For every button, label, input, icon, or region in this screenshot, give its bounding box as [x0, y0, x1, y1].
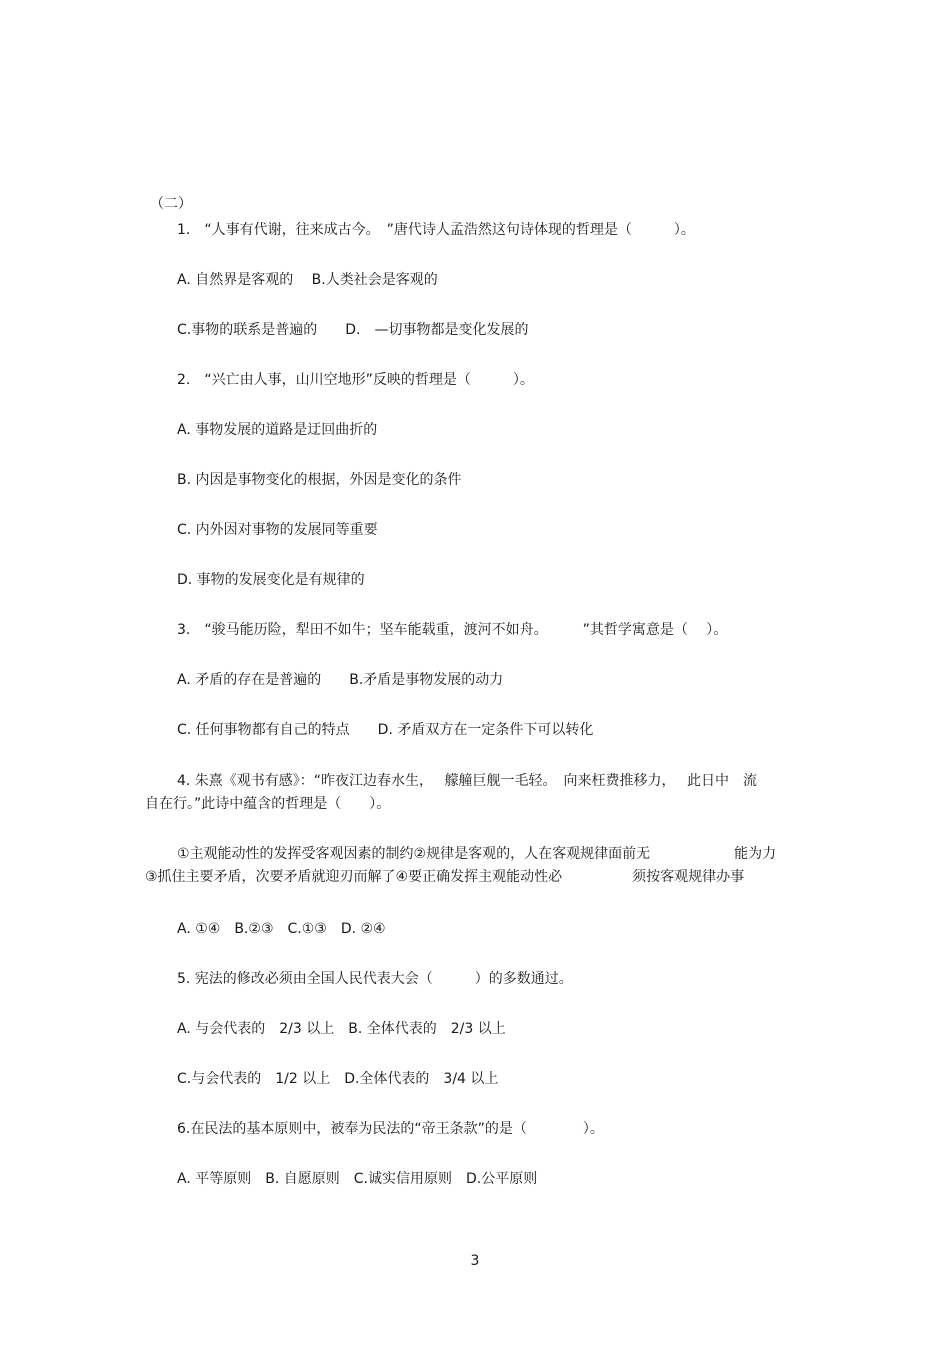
question-4-statement-line-1: ①主观能动性的发挥受客观因素的制约②规律是客观的，人在客观规律面前无 能为力 [177, 846, 777, 862]
question-4-statement-line-2: ③抓住主要矛盾，次要矛盾就迎刃而解了④要正确发挥主观能动性必 须按客观规律办事 [145, 869, 745, 885]
section-heading: （二） [150, 196, 192, 212]
question-3-option-line-1: A. 矛盾的存在是普遍的 B.矛盾是事物发展的动力 [177, 672, 504, 688]
question-6-options: A. 平等原则 B. 自愿原则 C.诚实信用原则 D.公平原则 [177, 1171, 538, 1187]
question-2-option-d: D. 事物的发展变化是有规律的 [177, 572, 365, 588]
question-2-option-a: A. 事物发展的道路是迂回曲折的 [177, 422, 378, 438]
question-1-option-line-2: C.事物的联系是普遍的 D. —切事物都是变化发展的 [177, 322, 529, 338]
question-5-option-line-2: C.与会代表的 1/2 以上 D.全体代表的 3/4 以上 [177, 1071, 499, 1087]
question-4-stem-line-2: 自在行。”此诗中蕴含的哲理是（ ）。 [145, 796, 391, 812]
question-3-option-line-2: C. 任何事物都有自己的特点 D. 矛盾双方在一定条件下可以转化 [177, 722, 594, 738]
question-2-stem: 2. “兴亡由人事，山川空地形”反映的哲理是（ ）。 [177, 372, 534, 388]
question-5-option-line-1: A. 与会代表的 2/3 以上 B. 全体代表的 2/3 以上 [177, 1021, 506, 1037]
question-5-stem: 5. 宪法的修改必须由全国人民代表大会（ ）的多数通过。 [177, 971, 573, 987]
question-4-options: A. ①④ B.②③ C.①③ D. ②④ [177, 921, 386, 937]
question-1-option-line-1: A. 自然界是客观的 B.人类社会是客观的 [177, 272, 438, 288]
question-2-option-c: C. 内外因对事物的发展同等重要 [177, 522, 378, 538]
page-number: 3 [470, 1253, 480, 1269]
question-2-option-b: B. 内因是事物变化的根据，外因是变化的条件 [177, 472, 462, 488]
question-6-stem: 6.在民法的基本原则中，被奉为民法的“帝王条款”的是（ ）。 [177, 1121, 604, 1137]
question-3-stem: 3. “骏马能历险，犁田不如牛；坚车能载重，渡河不如舟。 ”其哲学寓意是（ ）。 [177, 622, 728, 638]
question-4-stem-line-1: 4. 朱熹《观书有感》：“昨夜江边春水生， 艨艟巨舰一毛轻。 向来枉费推移力， 此日中 流 [177, 773, 757, 789]
question-1-stem: 1. “人事有代谢，往来成古今。 ”唐代诗人孟浩然这句诗体现的哲理是（ ）。 [177, 222, 695, 238]
